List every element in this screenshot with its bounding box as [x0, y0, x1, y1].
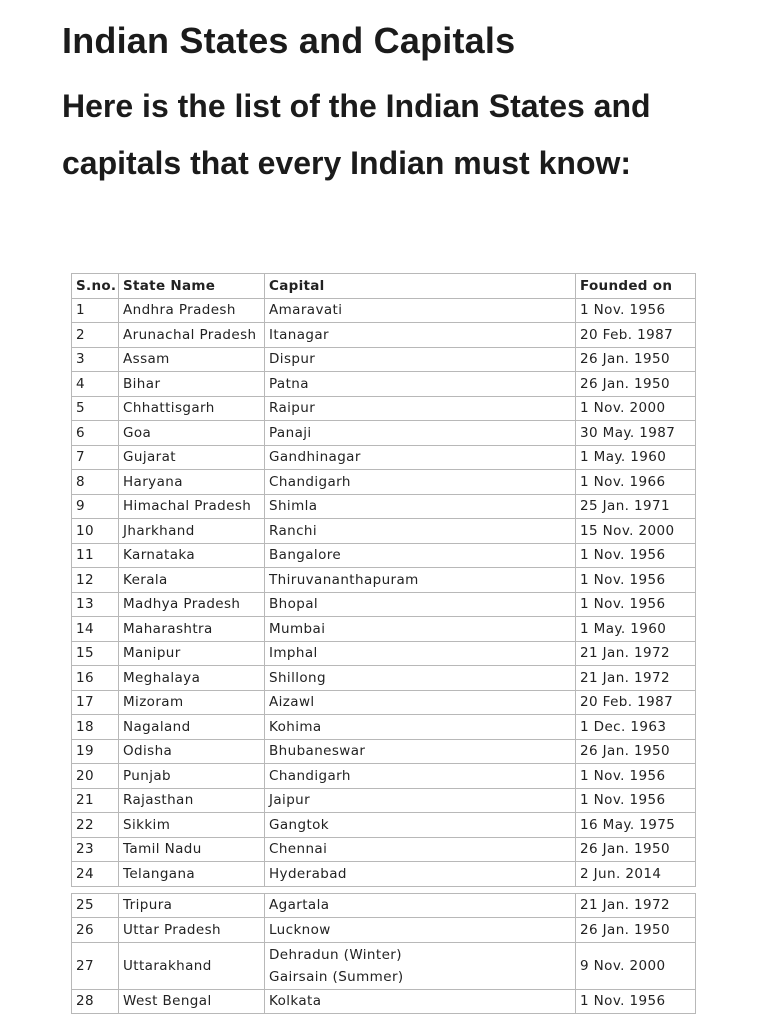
- table-row: [72, 813, 696, 838]
- cell-state: Sikkim: [119, 813, 265, 838]
- table-row: [72, 918, 696, 943]
- cell-founded: 21 Jan. 1972: [576, 641, 696, 666]
- table-row: [72, 543, 696, 568]
- table-row: [72, 641, 696, 666]
- cell-state: Punjab: [119, 764, 265, 789]
- table-row: [72, 396, 696, 421]
- cell-sno: 11: [72, 543, 119, 568]
- cell-capital: Raipur: [265, 396, 576, 421]
- cell-sno: 7: [72, 445, 119, 470]
- table-row: [72, 592, 696, 617]
- cell-sno: 28: [72, 989, 119, 1014]
- cell-capital: Bangalore: [265, 543, 576, 568]
- cell-capital: Kolkata: [265, 989, 576, 1014]
- cell-capital: Dispur: [265, 347, 576, 372]
- cell-state: Madhya Pradesh: [119, 592, 265, 617]
- cell-state: Rajasthan: [119, 788, 265, 813]
- table-row: [72, 862, 696, 887]
- cell-state: Nagaland: [119, 715, 265, 740]
- cell-founded: 21 Jan. 1972: [576, 893, 696, 918]
- cell-state: Maharashtra: [119, 617, 265, 642]
- cell-sno: 17: [72, 690, 119, 715]
- header-sno: S.no.: [72, 274, 119, 299]
- cell-capital: Amaravati: [265, 298, 576, 323]
- page-title: Indian States and Capitals: [62, 20, 516, 61]
- cell-founded: 1 Dec. 1963: [576, 715, 696, 740]
- capital-summer: Gairsain (Summer): [269, 968, 404, 985]
- cell-sno: 15: [72, 641, 119, 666]
- cell-founded: 1 May. 1960: [576, 445, 696, 470]
- cell-sno: 16: [72, 666, 119, 691]
- table-row: [72, 715, 696, 740]
- table-row: [72, 372, 696, 397]
- cell-capital: Shillong: [265, 666, 576, 691]
- cell-capital: Agartala: [265, 893, 576, 918]
- cell-founded: 30 May. 1987: [576, 421, 696, 446]
- table-row: [72, 942, 696, 989]
- cell-state: Gujarat: [119, 445, 265, 470]
- cell-state: Bihar: [119, 372, 265, 397]
- cell-capital: Chandigarh: [265, 470, 576, 495]
- cell-founded: 15 Nov. 2000: [576, 519, 696, 544]
- table-body: [72, 298, 696, 886]
- cell-sno: 27: [72, 942, 119, 989]
- cell-state: Andhra Pradesh: [119, 298, 265, 323]
- cell-sno: 25: [72, 893, 119, 918]
- cell-sno: 18: [72, 715, 119, 740]
- cell-capital: Lucknow: [265, 918, 576, 943]
- cell-founded: 1 Nov. 2000: [576, 396, 696, 421]
- cell-state: Mizoram: [119, 690, 265, 715]
- table-body-continued: [72, 893, 696, 1014]
- table: [71, 273, 696, 1014]
- page-subtitle: Here is the list of the Indian States and capitals that every Indian must know:: [62, 88, 651, 181]
- table-gap: [72, 886, 696, 893]
- cell-state: Meghalaya: [119, 666, 265, 691]
- table-row: [72, 323, 696, 348]
- cell-founded: 1 Nov. 1956: [576, 764, 696, 789]
- cell-state: Kerala: [119, 568, 265, 593]
- cell-founded: 2 Jun. 2014: [576, 862, 696, 887]
- cell-state: Chhattisgarh: [119, 396, 265, 421]
- cell-capital: Bhubaneswar: [265, 739, 576, 764]
- cell-state: Tripura: [119, 893, 265, 918]
- cell-founded: 1 Nov. 1956: [576, 592, 696, 617]
- cell-capital: Jaipur: [265, 788, 576, 813]
- header-capital: Capital: [265, 274, 576, 299]
- cell-capital: Bhopal: [265, 592, 576, 617]
- cell-state: Tamil Nadu: [119, 837, 265, 862]
- cell-state: Goa: [119, 421, 265, 446]
- table-row: [72, 298, 696, 323]
- cell-founded: 16 May. 1975: [576, 813, 696, 838]
- cell-sno: 20: [72, 764, 119, 789]
- cell-founded: 9 Nov. 2000: [576, 942, 696, 989]
- table-row: [72, 837, 696, 862]
- cell-sno: 10: [72, 519, 119, 544]
- cell-sno: 1: [72, 298, 119, 323]
- table-row: [72, 421, 696, 446]
- cell-sno: 4: [72, 372, 119, 397]
- cell-state: West Bengal: [119, 989, 265, 1014]
- cell-sno: 22: [72, 813, 119, 838]
- states-capitals-table: [71, 273, 695, 1019]
- cell-capital: Itanagar: [265, 323, 576, 348]
- cell-capital: Chandigarh: [265, 764, 576, 789]
- table-row: [72, 690, 696, 715]
- cell-sno: 12: [72, 568, 119, 593]
- gap-cell: [72, 886, 696, 893]
- cell-capital: Hyderabad: [265, 862, 576, 887]
- cell-sno: 24: [72, 862, 119, 887]
- cell-founded: 26 Jan. 1950: [576, 372, 696, 397]
- cell-capital: Panaji: [265, 421, 576, 446]
- table-row: [72, 445, 696, 470]
- table-row: [72, 666, 696, 691]
- cell-founded: 20 Feb. 1987: [576, 323, 696, 348]
- cell-state: Haryana: [119, 470, 265, 495]
- cell-founded: 1 Nov. 1956: [576, 788, 696, 813]
- cell-founded: 1 May. 1960: [576, 617, 696, 642]
- table-row: [72, 739, 696, 764]
- cell-founded: 26 Jan. 1950: [576, 837, 696, 862]
- table-row: [72, 989, 696, 1014]
- cell-sno: 13: [72, 592, 119, 617]
- cell-capital: Gandhinagar: [265, 445, 576, 470]
- cell-founded: 1 Nov. 1966: [576, 470, 696, 495]
- cell-sno: 19: [72, 739, 119, 764]
- cell-founded: 21 Jan. 1972: [576, 666, 696, 691]
- cell-sno: 3: [72, 347, 119, 372]
- table-row: [72, 519, 696, 544]
- cell-capital: Thiruvananthapuram: [265, 568, 576, 593]
- cell-founded: 1 Nov. 1956: [576, 298, 696, 323]
- table-row: [72, 788, 696, 813]
- cell-founded: 26 Jan. 1950: [576, 347, 696, 372]
- table-row: [72, 893, 696, 918]
- cell-state: Odisha: [119, 739, 265, 764]
- cell-capital: Shimla: [265, 494, 576, 519]
- cell-sno: 9: [72, 494, 119, 519]
- cell-capital: Mumbai: [265, 617, 576, 642]
- table-gap-row: [72, 886, 696, 893]
- cell-founded: 1 Nov. 1956: [576, 543, 696, 568]
- cell-founded: 26 Jan. 1950: [576, 918, 696, 943]
- cell-sno: 6: [72, 421, 119, 446]
- cell-sno: 23: [72, 837, 119, 862]
- cell-state: Karnataka: [119, 543, 265, 568]
- cell-capital: Patna: [265, 372, 576, 397]
- table-row: [72, 568, 696, 593]
- cell-state: Manipur: [119, 641, 265, 666]
- table-row: [72, 470, 696, 495]
- table-row: [72, 347, 696, 372]
- header-founded-on: Founded on: [576, 274, 696, 299]
- cell-state: Assam: [119, 347, 265, 372]
- cell-state: Himachal Pradesh: [119, 494, 265, 519]
- capital-winter: Dehradun (Winter): [269, 946, 402, 963]
- cell-sno: 5: [72, 396, 119, 421]
- cell-capital: Imphal: [265, 641, 576, 666]
- cell-sno: 2: [72, 323, 119, 348]
- table-row: [72, 764, 696, 789]
- cell-sno: 21: [72, 788, 119, 813]
- cell-state: Arunachal Pradesh: [119, 323, 265, 348]
- cell-sno: 26: [72, 918, 119, 943]
- cell-capital: [265, 942, 576, 989]
- cell-capital: Aizawl: [265, 690, 576, 715]
- cell-state: Telangana: [119, 862, 265, 887]
- cell-capital: Ranchi: [265, 519, 576, 544]
- cell-capital: Chennai: [265, 837, 576, 862]
- table-row: [72, 617, 696, 642]
- cell-state: Uttarakhand: [119, 942, 265, 989]
- cell-capital: Kohima: [265, 715, 576, 740]
- cell-sno: 14: [72, 617, 119, 642]
- cell-founded: 20 Feb. 1987: [576, 690, 696, 715]
- cell-state: Uttar Pradesh: [119, 918, 265, 943]
- table-row: [72, 494, 696, 519]
- cell-founded: 1 Nov. 1956: [576, 989, 696, 1014]
- cell-capital: Gangtok: [265, 813, 576, 838]
- cell-sno: 8: [72, 470, 119, 495]
- cell-founded: 26 Jan. 1950: [576, 739, 696, 764]
- cell-founded: 25 Jan. 1971: [576, 494, 696, 519]
- table-header-row: [72, 274, 696, 299]
- cell-state: Jharkhand: [119, 519, 265, 544]
- header-state-name: State Name: [119, 274, 265, 299]
- cell-founded: 1 Nov. 1956: [576, 568, 696, 593]
